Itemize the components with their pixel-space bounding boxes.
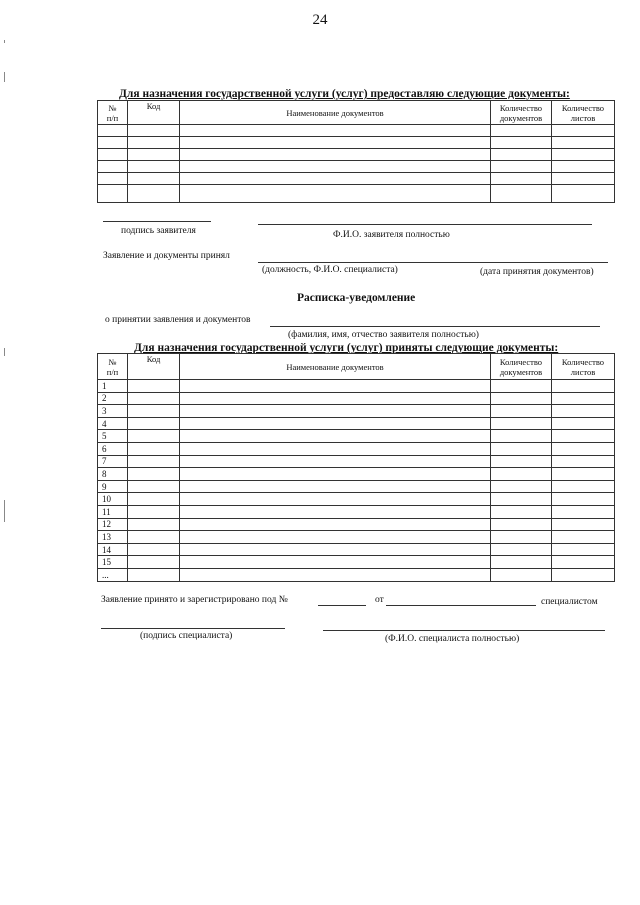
receipt-title: Расписка-уведомление <box>297 292 416 304</box>
row-number: ... <box>98 568 128 581</box>
col-qty-docs-header: Количество документов <box>491 354 552 380</box>
specialist-fio-caption: (Ф.И.О. специалиста полностью) <box>385 634 520 644</box>
scan-mark <box>4 40 5 43</box>
row-number: 9 <box>98 480 128 493</box>
col-name-header: Наименование документов <box>180 101 491 125</box>
provided-documents-table <box>97 100 615 203</box>
table-row <box>98 137 615 149</box>
section1-heading: Для назначения государственной услуги (услуг) предоставляю следующие документы: <box>119 88 570 100</box>
col-qty-docs-header: Количество документов <box>491 101 552 125</box>
col-qty-sheets-header: Количество листов <box>552 101 615 125</box>
row-number: 13 <box>98 531 128 544</box>
table-row <box>98 380 615 393</box>
table-row <box>98 518 615 531</box>
receipt-about-label: о принятии заявления и документов <box>105 315 251 325</box>
table-row <box>98 173 615 185</box>
col-qty-sheets-header: Количество листов <box>552 354 615 380</box>
table-row <box>98 468 615 481</box>
col-code-header: Код <box>128 101 180 125</box>
accepted-line <box>258 262 608 263</box>
applicant-fio-line <box>258 224 592 225</box>
col-name-header: Наименование документов <box>180 354 491 380</box>
row-number: 12 <box>98 518 128 531</box>
table-row <box>98 493 615 506</box>
section2-heading: Для назначения государственной услуги (услуг) приняты следующие документы: <box>134 342 559 354</box>
registration-from-label: от <box>375 595 384 605</box>
applicant-signature-line <box>103 221 211 222</box>
table-row <box>98 185 615 203</box>
table-row <box>98 543 615 556</box>
row-number: 7 <box>98 455 128 468</box>
specialist-signature-caption: (подпись специалиста) <box>140 631 233 641</box>
table-row <box>98 531 615 544</box>
accepted-label: Заявление и документы принял <box>103 251 230 261</box>
table-row <box>98 405 615 418</box>
row-number: 14 <box>98 543 128 556</box>
specialist-fio-line <box>323 630 605 631</box>
row-number: 5 <box>98 430 128 443</box>
specialist-signature-line <box>101 628 285 629</box>
table-row <box>98 505 615 518</box>
table-row <box>98 568 615 581</box>
row-number: 3 <box>98 405 128 418</box>
table-row <box>98 417 615 430</box>
row-number: 8 <box>98 468 128 481</box>
row-number: 6 <box>98 442 128 455</box>
table-row <box>98 442 615 455</box>
table-header-row <box>98 354 615 380</box>
applicant-fio-caption: Ф.И.О. заявителя полностью <box>333 230 450 240</box>
specialist-position-caption: (должность, Ф.И.О. специалиста) <box>262 265 398 275</box>
row-number: 11 <box>98 505 128 518</box>
col-code-header: Код <box>128 354 180 380</box>
table-row <box>98 125 615 137</box>
table-row <box>98 149 615 161</box>
scan-mark <box>4 500 5 522</box>
table-row <box>98 161 615 173</box>
applicant-signature-caption: подпись заявителя <box>121 226 196 236</box>
page-number: 24 <box>312 12 328 28</box>
table-row <box>98 480 615 493</box>
registration-date-line <box>386 605 536 606</box>
receipt-applicant-line <box>270 326 600 327</box>
table-row <box>98 392 615 405</box>
row-number: 2 <box>98 392 128 405</box>
row-number: 15 <box>98 556 128 569</box>
row-number: 4 <box>98 417 128 430</box>
acceptance-date-caption: (дата принятия документов) <box>480 267 594 277</box>
col-number-header: № п/п <box>98 101 128 125</box>
scan-mark <box>4 348 5 356</box>
table-row <box>98 455 615 468</box>
registration-specialist-label: специалистом <box>541 597 598 607</box>
registration-text: Заявление принято и зарегистрировано под № <box>101 595 288 605</box>
receipt-applicant-caption: (фамилия, имя, отчество заявителя полностью) <box>288 330 479 340</box>
table-row <box>98 430 615 443</box>
table-row <box>98 556 615 569</box>
scan-mark <box>4 72 5 82</box>
accepted-documents-table <box>97 353 615 582</box>
table-header-row <box>98 101 615 125</box>
row-number: 10 <box>98 493 128 506</box>
col-number-header: № п/п <box>98 354 128 380</box>
row-number: 1 <box>98 380 128 393</box>
registration-number-line <box>318 605 366 606</box>
